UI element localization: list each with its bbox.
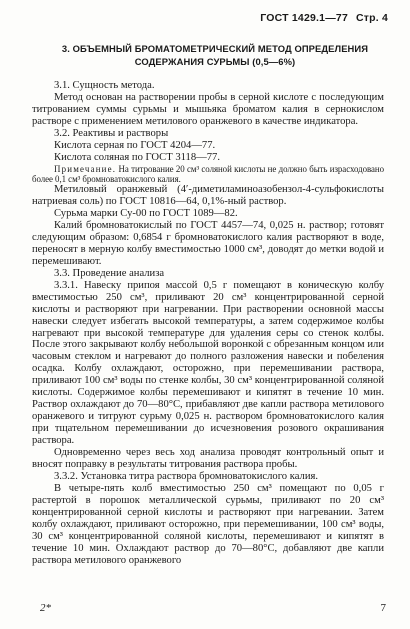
paragraph: 3.3.1. Навеску припоя массой 0,5 г помещают в коническую колбу вместимостью 250 см³, приливают 20 см³ концентрированной серной кислоты и растворяют при нагревании. При растворении основной массы навески следует избегать высокой температуры, а затем содержимое колбы нагревают при высокой температуре для удаления серы со стенок колбы. После этого закрывают колбу небольшой воронкой с обрезанным концом или часовым стеклом и нагревают до полного разложения навески и побеления осадка. Колбу охлаждают, осторожно, при перемешивании раствора, приливают 100 см³ воды по стенке колбы, 30 см³ концентрированной соляной кислоты. Содержимое колбы перемешивают и кипятят в течение 10 мин. Раствор охлаждают до 70—80°С, прибавляют две капли раствора метилового оранжевого и титруют сурьму 0,025 н. раствором бромноватокислого калия при тщательном перемешивании до исчезновения розового окрашивания раствора. — [32, 279, 384, 447]
paragraph: 3.1. Сущность метода. — [54, 80, 155, 91]
paragraph: Кислота соляная по ГОСТ 3118—77. — [54, 151, 220, 163]
paragraph: 3.3. Проведение анализа — [54, 267, 165, 279]
signature-mark: 2* — [40, 602, 51, 614]
document-body — [32, 80, 384, 567]
page-number: 7 — [380, 602, 386, 614]
section-title: 3. ОБЪЕМНЫЙ БРОМАТОМЕТРИЧЕСКИЙ МЕТОД ОПРЕДЕЛЕНИЯ СОДЕРЖАНИЯ СУРЬМЫ (0,5—6%) — [61, 43, 369, 67]
paragraph: В четыре-пять колб вместимостью 250 см³ помещают по 0,05 г растертой в порошок металлической сурьмы, приливают по 20 см³ концентрированной серной кислоты и растворяют при нагревании. Затем колбу охлаждают, приливают осторожно, при перемешивании, 100 см³ воды, 30 см³ концентрированной соляной кислоты, перемешивают и кипятят в течение 10 мин. Охлаждают раствор до 70—80°С, добавляют две капли раствора метилового оранжевого — [32, 482, 384, 566]
page-header — [260, 12, 388, 24]
note-paragraph — [32, 164, 384, 184]
paragraph: Одновременно через весь ход анализа проводят контрольный опыт и вносят поправку в результаты титрования раствора пробы. — [32, 447, 384, 470]
paragraph: Метиловый оранжевый (4′-диметиламиноазобензол-4-сульфокислоты натриевая соль) по ГОСТ 10816—64, 0,1%-ный раствор. — [32, 184, 384, 208]
paragraph: Метод основан на растворении пробы в серной кислоте с последующим титрованием суммы сурьмы и мышьяка броматом калия в сернокислом растворе с применением метилового оранжевого в качестве индикатора. — [32, 91, 384, 127]
paragraph: Сурьма марки Су-00 по ГОСТ 1089—82. — [54, 207, 238, 219]
paragraph: 3.3.2. Установка титра раствора бромноватокислого калия. — [54, 470, 319, 482]
note-text: На титрование 20 см³ соляной кислоты не должно быть израсходовано более 0,1 см³ бромноватокислого калия. — [32, 163, 384, 184]
note-label: Примечание. — [54, 163, 117, 174]
paragraph: Калий бромноватокислый по ГОСТ 4457—74, 0,025 н. раствор; готовят следующим образом: 0,6854 г бромноватокислого калия растворяют в воде, переносят в мерную колбу вместимостью 1000 см³, доводят до метки водой и перемешивают. — [32, 219, 384, 267]
standard-number: ГОСТ 1429.1—77 — [260, 12, 348, 24]
paragraph: 3.2. Реактивы и растворы — [54, 127, 169, 139]
page-label: Стр. 4 — [355, 12, 388, 24]
paragraph: Кислота серная по ГОСТ 4204—77. — [54, 139, 216, 151]
